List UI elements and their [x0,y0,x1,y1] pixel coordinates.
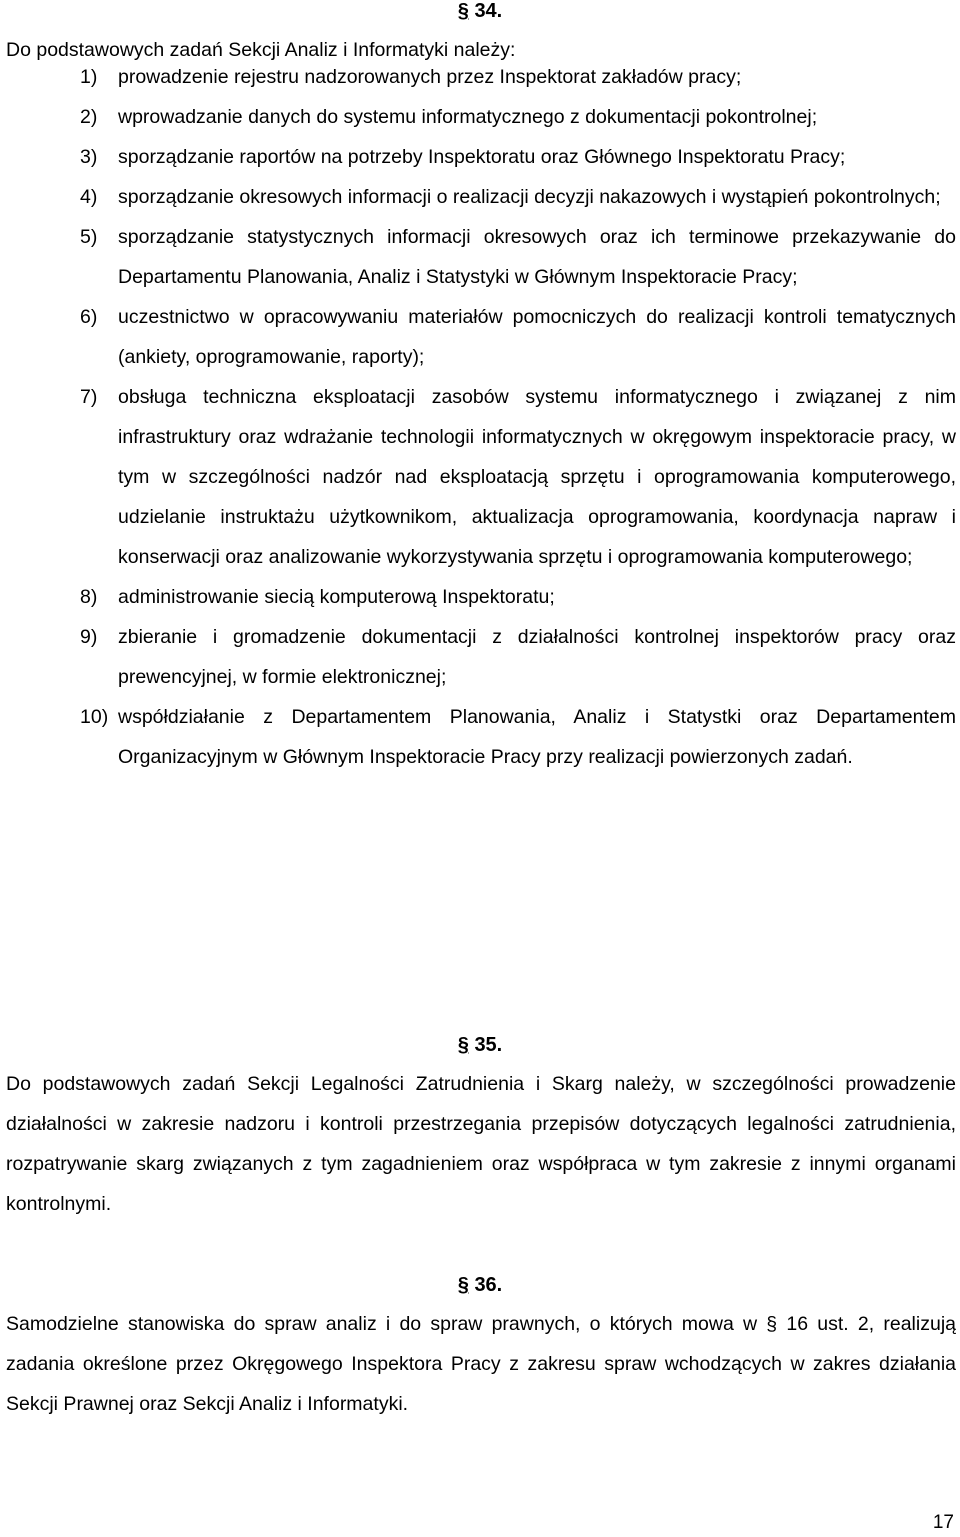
list-item [0,297,960,377]
item-number: 1) [80,66,98,88]
section-number: 35. [474,1034,503,1056]
section-sign: § [457,1034,469,1056]
section-34-intro: Do podstawowych zadań Sekcji Analiz i Informatyki należy: [6,39,516,61]
item-text: prowadzenie rejestru nadzorowanych przez Inspektorat zakładów pracy; [118,66,742,88]
task-list [0,57,960,777]
list-item [0,377,960,577]
section-heading-35 [0,1030,960,1060]
section-35-text: Do podstawowych zadań Sekcji Legalności Zatrudnienia i Skarg należy, w szczególności prowadzenie działalności w zakresie nadzoru i kontroli przestrzegania przepisów dotyczących legalności zatrudnienia, rozpatrywanie skarg związanych z tym zagadnieniem oraz współpraca w tym zakresie z innymi organami kontrolnymi. [6,1073,956,1215]
section-sign: § [457,1274,469,1296]
section-number: 34. [474,0,503,22]
item-number: 7) [80,386,98,408]
item-number: 10) [80,706,109,728]
item-text: obsługa techniczna eksploatacji zasobów systemu informatycznego i związanej z nim infrastruktury oraz wdrażanie technologii informatycznych w okręgowym inspektoracie pracy, w tym w szczególności nadzór nad eksploatacją sprzętu i oprogramowania komputerowego, udzielanie instruktażu użytkownikom, aktualizacja oprogramowania, koordynacja napraw i konserwacji oraz analizowanie wykorzystywania sprzętu i oprogramowania komputerowego; [118,386,956,568]
item-text: współdziałanie z Departamentem Planowania, Analiz i Statystki oraz Departamentem Organizacyjnym w Głównym Inspektoracie Pracy przy realizacji powierzonych zadań. [118,706,956,768]
item-text: zbieranie i gromadzenie dokumentacji z działalności kontrolnej inspektorów pracy oraz prewencyjnej, w formie elektronicznej; [118,626,956,688]
list-item [0,577,960,617]
item-number: 3) [80,146,98,168]
item-text: administrowanie siecią komputerową Inspektoratu; [118,586,555,608]
list-item [0,697,960,777]
section-36-text: Samodzielne stanowiska do spraw analiz i do spraw prawnych, o których mowa w § 16 ust. 2, realizują zadania określone przez Okręgowego Inspektora Pracy z zakresu spraw wchodzących w zakres działania Sekcji Prawnej oraz Sekcji Analiz i Informatyki. [6,1313,956,1415]
item-number: 8) [80,586,98,608]
item-number: 5) [80,226,98,248]
item-number: 4) [80,186,98,208]
section-heading-36 [0,1270,960,1300]
item-number: 9) [80,626,98,648]
list-item [0,617,960,697]
item-text: sporządzanie raportów na potrzeby Inspektoratu oraz Głównego Inspektoratu Pracy; [118,146,846,168]
section-number: 36. [474,1274,503,1296]
item-text: sporządzanie okresowych informacji o realizacji decyzji nakazowych i wystąpień pokontrolnych; [118,186,941,208]
section-heading-34 [0,0,960,26]
item-number: 2) [80,106,98,128]
section-sign: § [457,0,469,22]
item-text: wprowadzanie danych do systemu informatycznego z dokumentacji pokontrolnej; [118,106,818,128]
list-item [0,217,960,297]
item-text: uczestnictwo w opracowywaniu materiałów pomocniczych do realizacji kontroli tematycznych (ankiety, oprogramowanie, raporty); [118,306,956,368]
list-item [0,177,960,217]
list-item [0,97,960,137]
item-text: sporządzanie statystycznych informacji okresowych oraz ich terminowe przekazywanie do Departamentu Planowania, Analiz i Statystyki w Głównym Inspektoracie Pracy; [118,226,956,288]
list-item [0,57,960,97]
list-item [0,137,960,177]
page-number: 17 [932,1512,954,1533]
item-number: 6) [80,306,98,328]
